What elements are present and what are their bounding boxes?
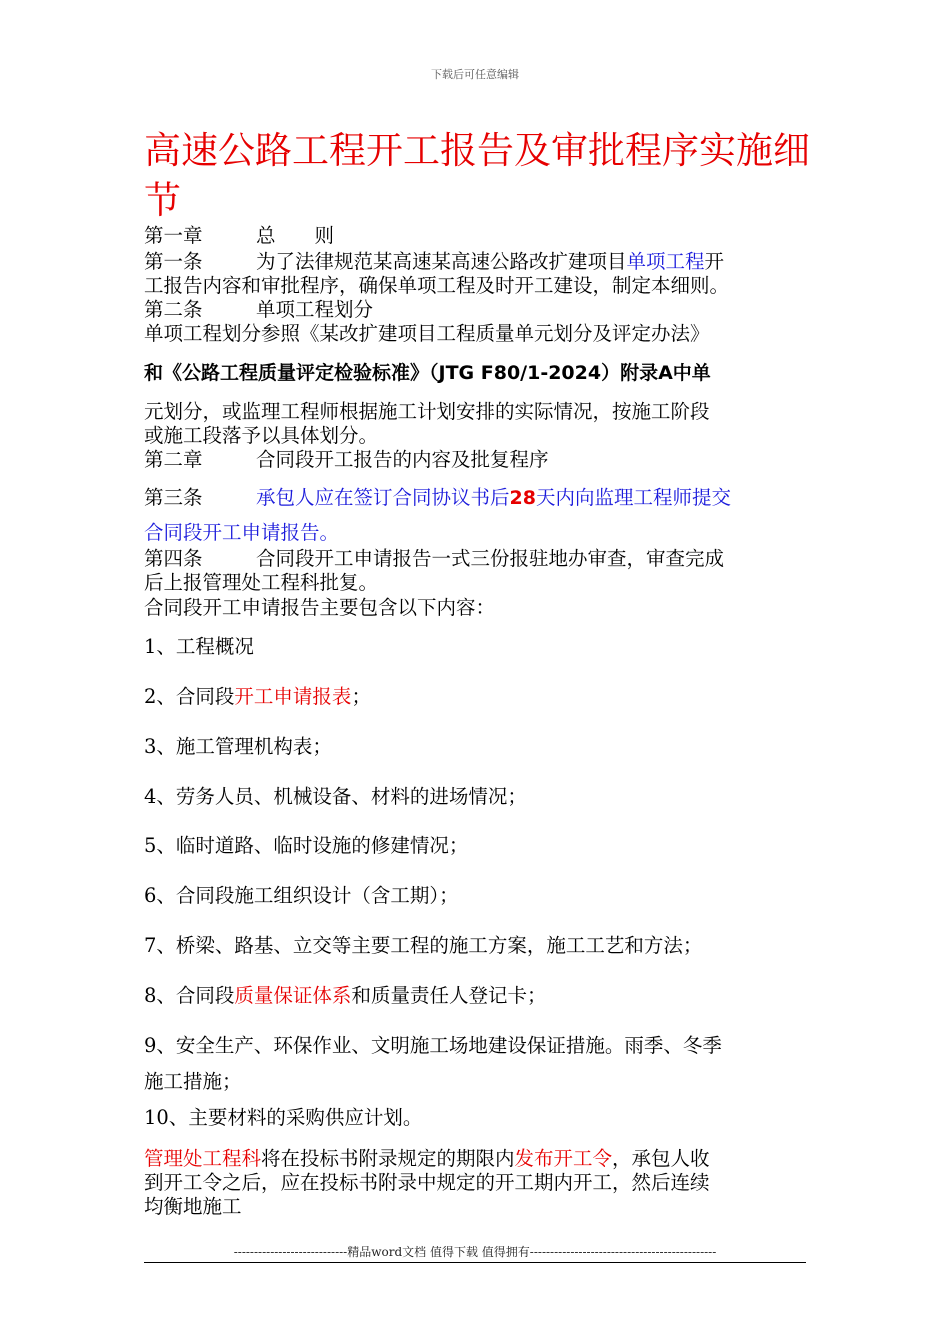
closing-line-1 — [144, 1147, 808, 1171]
division-line-4: 或施工段落予以具体划分。 — [144, 424, 379, 447]
header-note: 下载后可任意编辑 — [431, 68, 519, 81]
article-3-days: 28 — [509, 487, 536, 509]
list-item: 7、桥梁、路基、立交等主要工程的施工方案，施工工艺和方法； — [144, 934, 703, 957]
closing-highlight: 管理处工程科 — [144, 1147, 262, 1170]
footer-text: ----------------------------精品word文档 值得下载 值得拥有---------------------------------------------- — [233, 1245, 717, 1259]
article-1-line-2: 工报告内容和审批程序，确保单项工程及时开工建设，制定本细则。 — [144, 274, 730, 297]
chapter-1-heading — [144, 224, 808, 248]
chapter-1-label: 第一章 — [144, 224, 203, 247]
list-item: 1、工程概况 — [144, 635, 254, 658]
list-item — [144, 685, 808, 709]
article-1-line-1 — [144, 250, 808, 274]
list-item: 3、施工管理机构表； — [144, 735, 332, 758]
article-1-label: 第一条 — [144, 250, 203, 273]
division-line-2: 和《公路工程质量评定检验标准》（JTG F80/1-2024）附录A中单 — [144, 362, 711, 384]
list-item-text: ； — [351, 685, 371, 708]
list-item: 5、临时道路、临时设施的修建情况； — [144, 834, 469, 857]
list-item-highlight: 质量保证体系 — [234, 984, 352, 1007]
list-item — [144, 984, 808, 1008]
article-2-label: 第二条 — [144, 298, 203, 321]
closing-line-3: 均衡地施工 — [144, 1195, 242, 1218]
article-3-line-1 — [144, 486, 808, 510]
article-4-text-a: 合同段开工申请报告一式三份报驻地办审查，审查完成 — [256, 547, 725, 570]
list-item-continuation: 施工措施； — [144, 1070, 242, 1093]
contents-intro: 合同段开工申请报告主要包含以下内容： — [144, 596, 496, 619]
closing-text: 将在投标书附录规定的期限内 — [261, 1147, 515, 1170]
footer-divider — [144, 1262, 806, 1263]
chapter-2-label: 第二章 — [144, 448, 203, 471]
list-item: 10、主要材料的采购供应计划。 — [144, 1106, 423, 1129]
article-3-text-a: 承包人应在签订合同协议书后 — [256, 486, 510, 509]
list-item-text: 2、合同段 — [144, 685, 235, 708]
list-item: 4、劳务人员、机械设备、材料的进场情况； — [144, 785, 527, 808]
chapter-1-title: 总 则 — [256, 224, 335, 247]
division-line-1: 单项工程划分参照《某改扩建项目工程质量单元划分及评定办法》 — [144, 322, 710, 345]
chapter-2-heading — [144, 448, 808, 472]
article-1-text: 为了法律规范某高速某高速公路改扩建项目 — [256, 250, 627, 273]
division-line-3: 元划分，或监理工程师根据施工计划安排的实际情况，按施工阶段 — [144, 400, 710, 423]
article-2-title: 单项工程划分 — [256, 298, 374, 321]
list-item: 6、合同段施工组织设计（含工期）； — [144, 884, 459, 907]
closing-line-2: 到开工令之后，应在投标书附录中规定的开工期内开工，然后连续 — [144, 1171, 710, 1194]
closing-text: ，承包人收 — [612, 1147, 710, 1170]
article-1-text-b: 开 — [704, 250, 725, 273]
article-4-line-2: 后上报管理处工程科批复。 — [144, 571, 379, 594]
article-4-label: 第四条 — [144, 547, 203, 570]
article-4-line-1 — [144, 547, 808, 571]
list-item-text: 和质量责任人登记卡； — [351, 984, 547, 1007]
article-3-line-2: 合同段开工申请报告。 — [144, 521, 340, 544]
document-title: 高速公路工程开工报告及审批程序实施细节 — [144, 129, 810, 222]
list-item: 9、安全生产、环保作业、文明施工场地建设保证措施。雨季、冬季 — [144, 1034, 722, 1057]
article-3-text-b: 天内向监理工程师提交 — [535, 486, 731, 509]
chapter-2-title: 合同段开工报告的内容及批复程序 — [256, 448, 549, 471]
list-item-highlight: 开工申请报表 — [234, 685, 352, 708]
closing-highlight: 发布开工令 — [514, 1147, 613, 1170]
article-1-highlight: 单项工程 — [626, 250, 705, 273]
list-item-text: 8、合同段 — [144, 984, 235, 1007]
article-2-heading — [144, 298, 808, 322]
article-3-label: 第三条 — [144, 486, 203, 509]
